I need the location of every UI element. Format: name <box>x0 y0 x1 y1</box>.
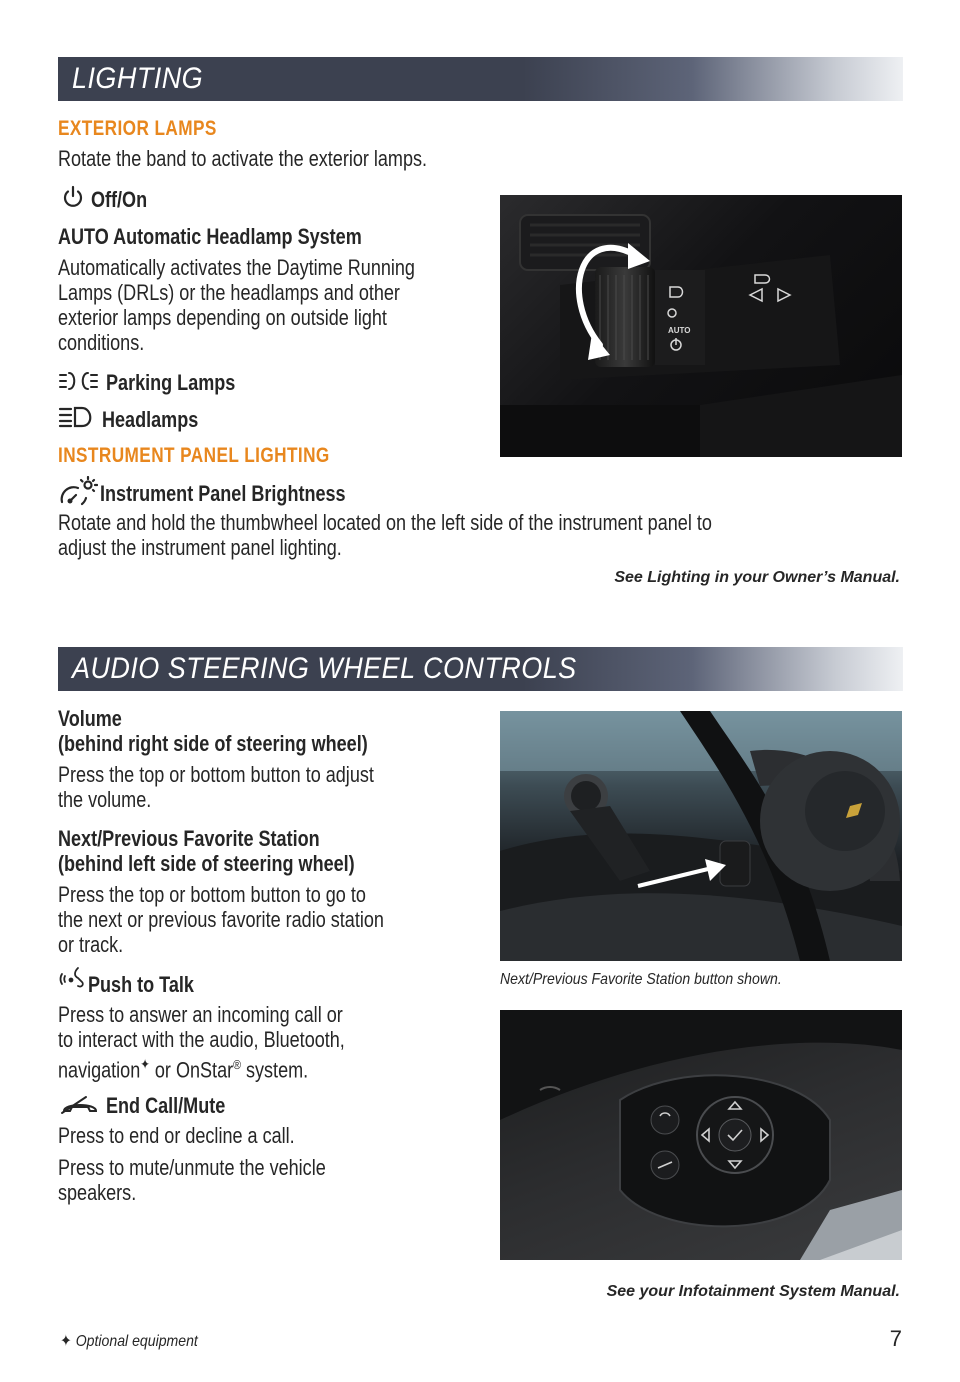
auto-title: AUTO Automatic Headlamp System <box>58 224 362 249</box>
push-to-talk-icon <box>58 966 86 990</box>
steering-wheel-controls-photo <box>500 1010 902 1260</box>
audio-header: AUDIO STEERING WHEEL CONTROLS <box>72 652 577 685</box>
photo-caption: Next/Previous Favorite Station button shown. <box>500 971 782 988</box>
fav-text-1: Press the top or bottom button to go to <box>58 882 366 907</box>
auto-text-2: Lamps (DRLs) or the headlamps and other <box>58 280 400 305</box>
lighting-see-manual: See Lighting in your Owner’s Manual. <box>614 569 900 586</box>
ptt-text-2: to interact with the audio, Bluetooth, <box>58 1027 345 1052</box>
optional-equipment-text: Optional equipment <box>75 1333 198 1350</box>
off-on-label: Off/On <box>91 187 148 212</box>
steering-wheel-back-photo <box>500 711 902 961</box>
ptt-onstar: or OnStar <box>154 1057 234 1083</box>
lighting-header: LIGHTING <box>72 62 204 95</box>
fav-title-1: Next/Previous Favorite Station <box>58 826 320 851</box>
fav-title-2: (behind left side of steering wheel) <box>58 851 355 876</box>
instrument-panel-title: INSTRUMENT PANEL LIGHTING <box>58 444 330 467</box>
auto-text-1: Automatically activates the Daytime Running <box>58 255 415 280</box>
mute-text-1: Press to mute/unmute the vehicle <box>58 1155 326 1180</box>
panel-text-1: Rotate and hold the thumbwheel located on the left side of the instrument panel to <box>58 510 712 535</box>
auto-text-3: exterior lamps depending on outside light <box>58 305 387 330</box>
ptt-text-3 <box>58 1052 308 1082</box>
end-call-mute-icon <box>58 1095 102 1115</box>
exterior-lamps-title: EXTERIOR LAMPS <box>58 117 217 140</box>
optional-equipment-note <box>60 1331 198 1351</box>
lighting-banner <box>58 57 903 101</box>
push-to-talk-label: Push to Talk <box>88 972 194 997</box>
optional-marker-icon-footer: ✦ <box>60 1333 72 1350</box>
power-icon <box>61 185 85 209</box>
panel-brightness-label: Instrument Panel Brightness <box>100 481 346 506</box>
volume-text-2: the volume. <box>58 787 152 812</box>
headlamp-icon <box>58 405 98 429</box>
volume-title-2: (behind right side of steering wheel) <box>58 731 368 756</box>
page-number: 7 <box>889 1326 902 1351</box>
end-call-text: Press to end or decline a call. <box>58 1123 295 1148</box>
exterior-lamps-text: Rotate the band to activate the exterior lamps. <box>58 146 428 171</box>
registered-mark: ® <box>233 1057 241 1072</box>
audio-banner <box>58 647 903 691</box>
fav-text-2: the next or previous favorite radio station <box>58 907 384 932</box>
fav-text-3: or track. <box>58 932 124 957</box>
ptt-navigation: navigation <box>58 1057 141 1083</box>
panel-text-2: adjust the instrument panel lighting. <box>58 535 342 560</box>
parking-lamps-label: Parking Lamps <box>106 370 236 395</box>
volume-title-1: Volume <box>58 706 122 731</box>
audio-see-manual: See your Infotainment System Manual. <box>606 1283 900 1300</box>
headlamps-label: Headlamps <box>102 407 199 432</box>
parking-lamps-icon <box>58 370 100 392</box>
optional-marker-icon: ✦ <box>140 1056 150 1072</box>
mute-text-2: speakers. <box>58 1180 137 1205</box>
ptt-system: system. <box>245 1057 309 1083</box>
ptt-text-1: Press to answer an incoming call or <box>58 1002 343 1027</box>
volume-text-1: Press the top or bottom button to adjust <box>58 762 374 787</box>
auto-text-4: conditions. <box>58 330 145 355</box>
stalk-auto-label: AUTO <box>668 326 691 335</box>
end-call-label: End Call/Mute <box>106 1093 226 1118</box>
dashboard-brightness-icon <box>58 476 98 506</box>
exterior-lamp-stalk-photo <box>500 195 902 457</box>
